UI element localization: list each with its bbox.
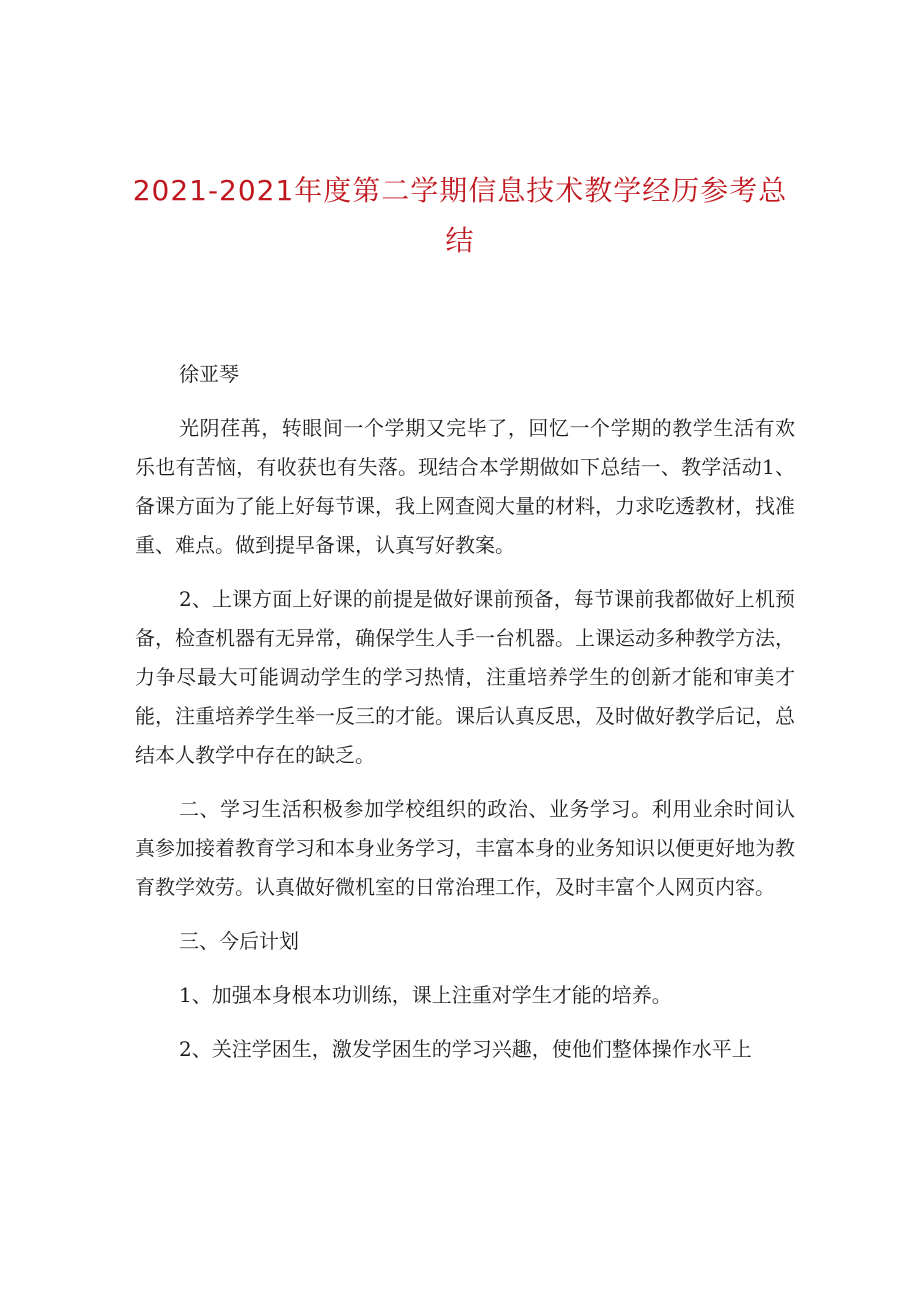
- document-title: 2021-2021年度第二学期信息技术教学经历参考总结: [132, 174, 788, 257]
- paragraph-plan-heading: 三、今后计划: [179, 929, 299, 953]
- paragraph-plan-item-1: 1、加强本身根本功训练，课上注重对学生才能的培养。: [179, 983, 672, 1007]
- document-body: [135, 355, 795, 1069]
- author-name: 徐亚琴: [179, 362, 239, 386]
- paragraph-teaching: 2、上课方面上好课的前提是做好课前预备，每节课前我都做好上机预备，检查机器有无异常，确保学生人手一台机器。上课运动多种教学方法，力争尽最大可能调动学生的学习热情，注重培养学生的创新才能和审美才能，注重培养学生举一反三的才能。课后认真反思，及时做好教学后记，总结本人教学中存在的缺乏。: [135, 587, 795, 767]
- paragraph-plan-item-2: 2、关注学困生，激发学困生的学习兴趣，使他们整体操作水平上: [179, 1037, 752, 1061]
- paragraph-intro: 光阴荏苒，转眼间一个学期又完毕了，回忆一个学期的教学生活有欢乐也有苦恼，有收获也有失落。现结合本学期做如下总结一、教学活动1、备课方面为了能上好每节课，我上网查阅大量的材料，力求吃透教材，找准重、难点。做到提早备课，认真写好教案。: [135, 416, 795, 557]
- paragraph-study: 二、学习生活积极参加学校组织的政治、业务学习。利用业余时间认真参加接着教育学习和本身业务学习，丰富本身的业务知识以便更好地为教育教学效劳。认真做好微机室的日常治理工作，及时丰富个人网页内容。: [135, 797, 795, 899]
